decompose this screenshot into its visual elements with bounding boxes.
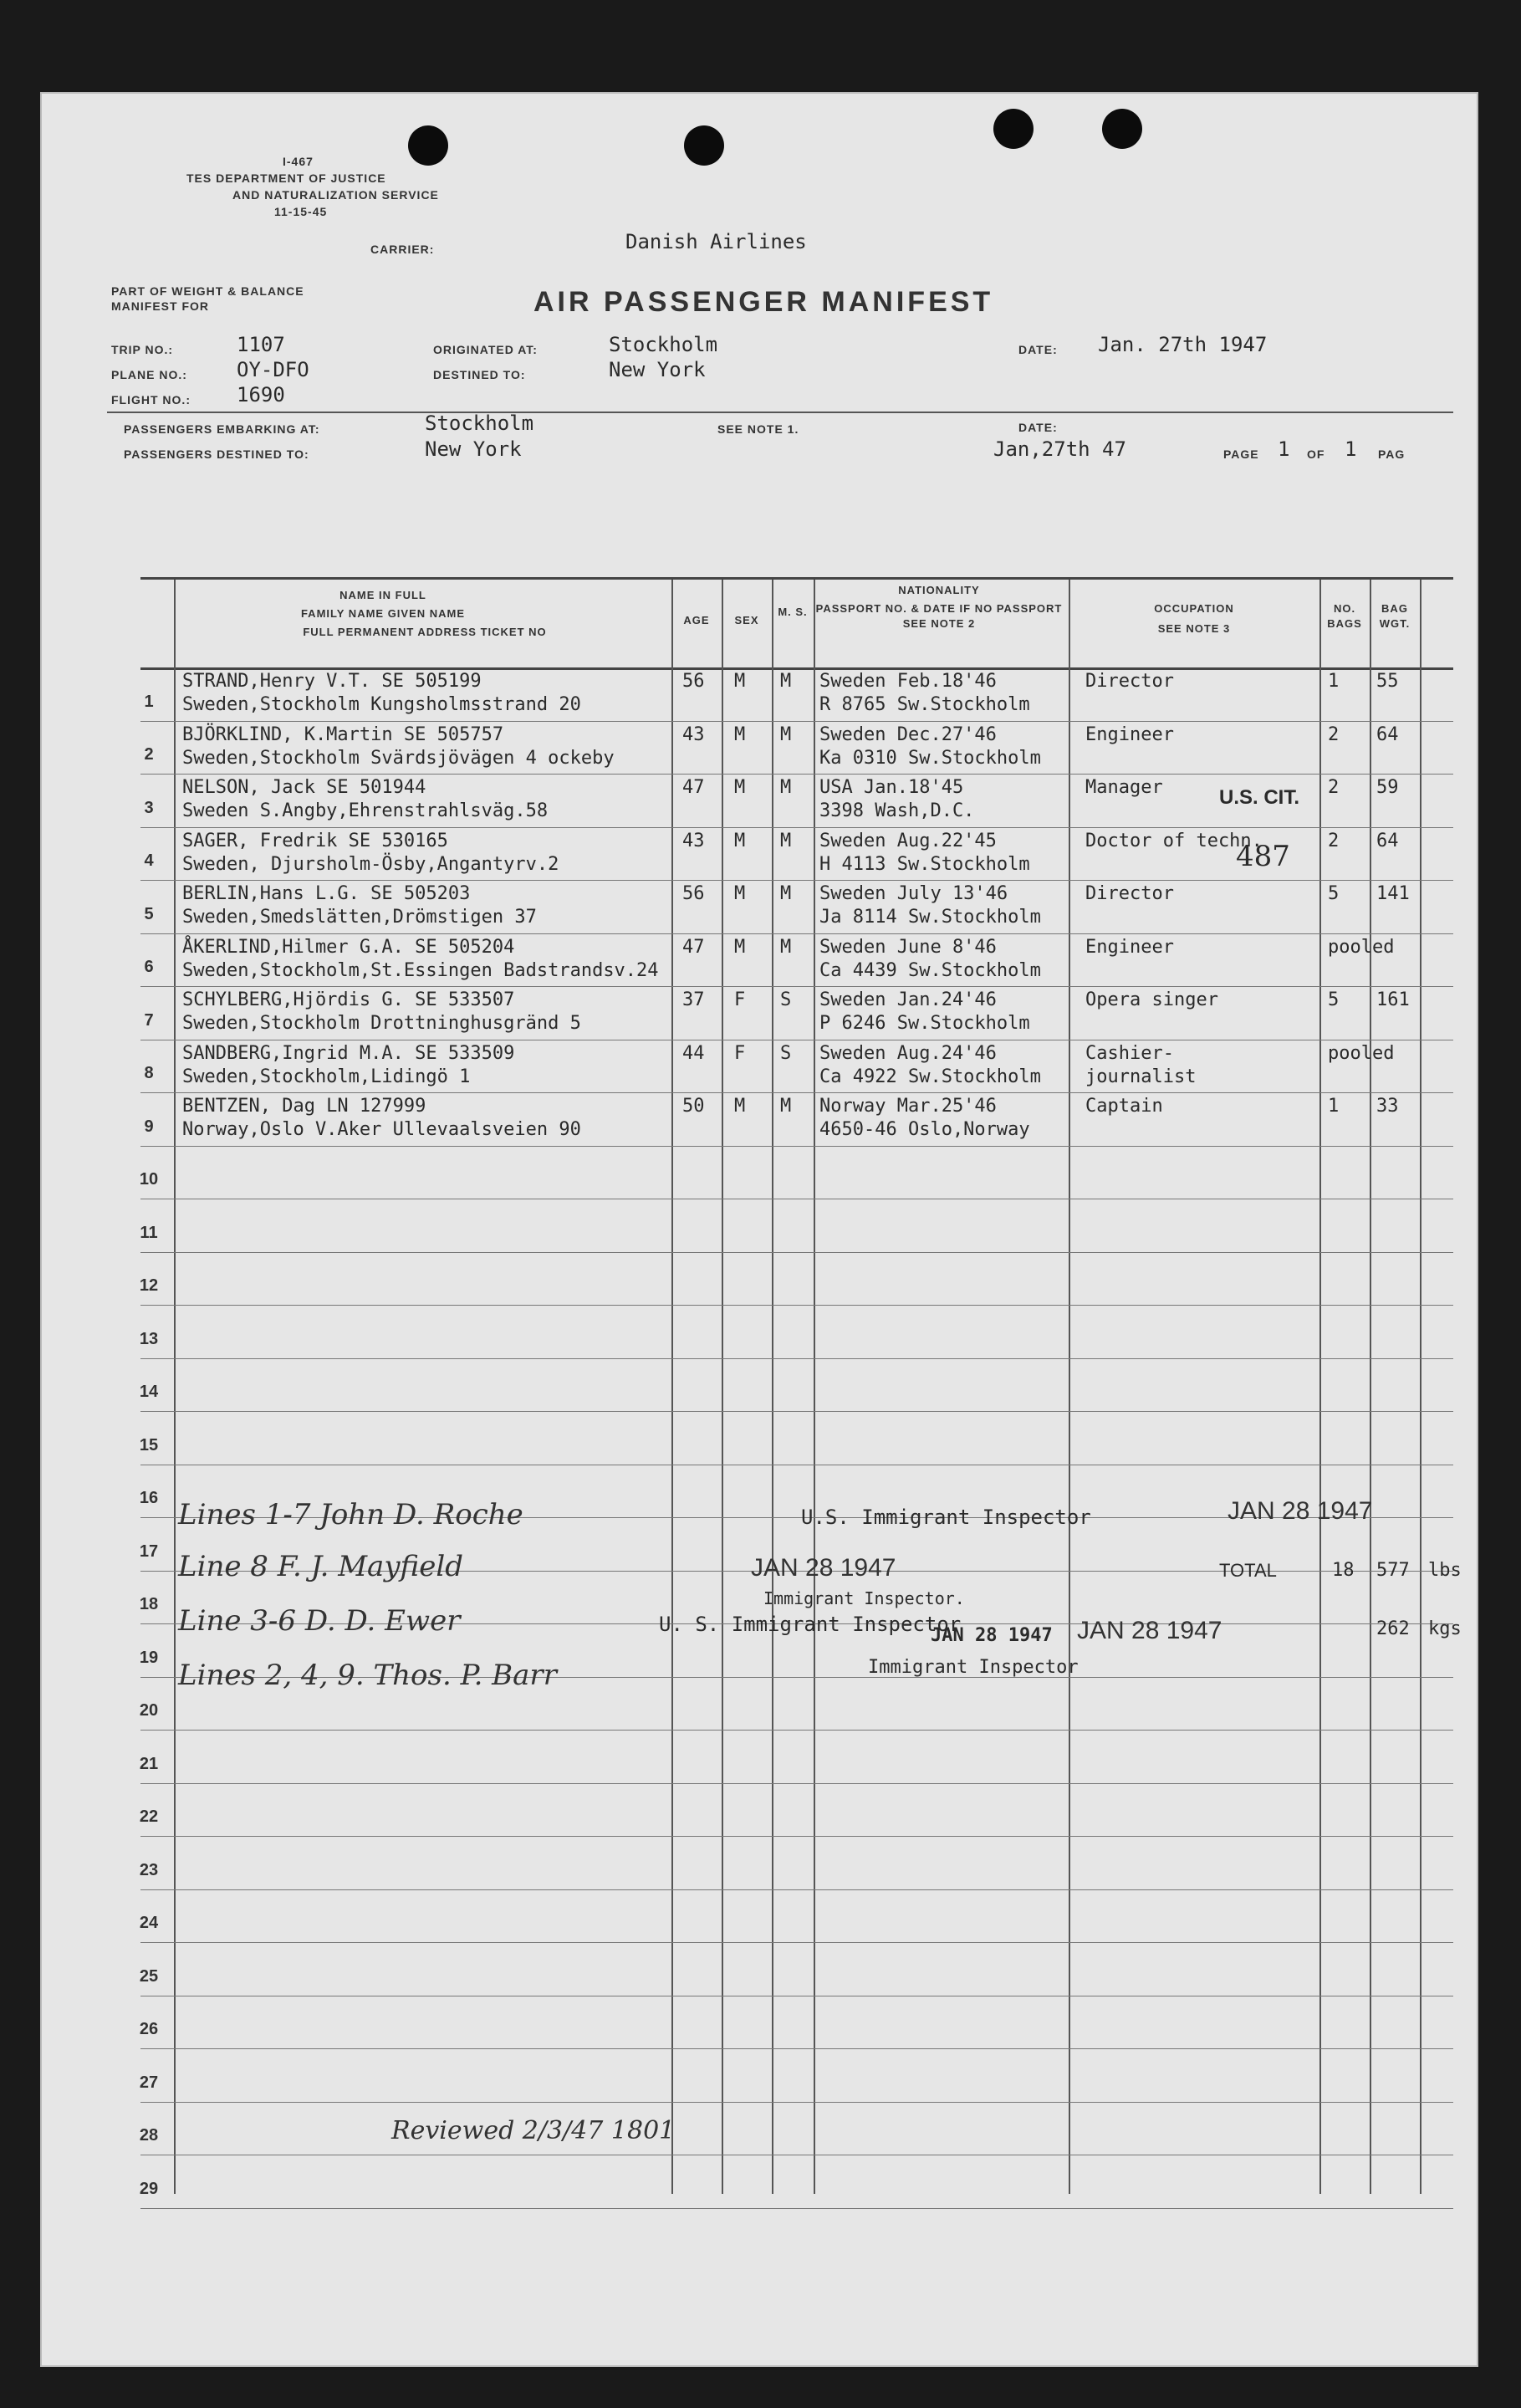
destined-value: New York xyxy=(609,358,706,381)
plane-value: OY-DFO xyxy=(237,358,309,381)
total-bags: 18 xyxy=(1332,1560,1355,1581)
cell-nat2: Ca 4922 Sw.Stockholm xyxy=(819,1066,1041,1087)
cell-line1: SCHYLBERG,Hjördis G. SE 533507 xyxy=(182,989,515,1010)
header-ms: M. S. xyxy=(778,606,808,618)
us-cit-stamp: U.S. CIT. xyxy=(1219,786,1300,809)
cell-age: 50 xyxy=(682,1096,705,1117)
service: AND NATURALIZATION SERVICE xyxy=(232,188,439,202)
plane-label: PLANE NO.: xyxy=(111,368,187,381)
cell-ms: M xyxy=(780,671,792,692)
cell-bags: 2 xyxy=(1328,830,1340,851)
signature-line12: Line 3-6 D. D. Ewer xyxy=(178,1604,461,1638)
header-occupation: OCCUPATION xyxy=(1154,602,1234,615)
department: TES DEPARTMENT OF JUSTICE xyxy=(186,171,386,185)
cell-bags: 1 xyxy=(1328,1096,1340,1117)
cell-nat1: Sweden Jan.24'46 xyxy=(819,989,997,1010)
header-occupation-note: SEE NOTE 3 xyxy=(1157,622,1231,635)
table-row xyxy=(140,1252,1453,1306)
cell-sex: M xyxy=(734,777,746,798)
cell-nat2: 3398 Wash,D.C. xyxy=(819,800,975,821)
cell-wgt: 64 xyxy=(1376,830,1399,851)
date2-label: DATE: xyxy=(1018,421,1058,434)
row-number: 25 xyxy=(139,1966,159,1986)
row-number: 29 xyxy=(139,2179,159,2198)
cell-age: 47 xyxy=(682,936,705,958)
table-row xyxy=(140,1305,1453,1359)
cell-sex: F xyxy=(734,989,746,1010)
cell-occ1: Cashier- xyxy=(1085,1042,1174,1064)
divider xyxy=(107,412,1453,413)
header-sex: SEX xyxy=(734,614,759,626)
cell-nat2: Ka 0310 Sw.Stockholm xyxy=(819,747,1041,769)
cell-nat1: USA Jan.18'45 xyxy=(819,777,964,798)
table-row xyxy=(140,1358,1453,1413)
inspector-stamp-13: Immigrant Inspector xyxy=(868,1657,1079,1678)
cell-age: 43 xyxy=(682,723,705,745)
cell-nat1: Sweden July 13'46 xyxy=(819,883,1008,904)
originated-value: Stockholm xyxy=(609,333,718,356)
cell-bags: 5 xyxy=(1328,989,1340,1010)
table-row xyxy=(140,986,1453,1040)
table-row xyxy=(140,2102,1453,2156)
header-name-2: FAMILY NAME GIVEN NAME xyxy=(300,607,466,620)
cell-line2: Sweden,Stockholm Drottninghusgränd 5 xyxy=(182,1013,581,1034)
table-row xyxy=(140,1783,1453,1838)
cell-sex: M xyxy=(734,883,746,904)
unit-lbs: lbs xyxy=(1428,1560,1462,1581)
header-nationality-top: NATIONALITY xyxy=(898,584,980,596)
table-row xyxy=(140,2048,1453,2103)
table-row xyxy=(140,721,1453,775)
cell-bags: pooled xyxy=(1328,936,1395,958)
total-kgs: 262 xyxy=(1376,1618,1410,1639)
table-row xyxy=(140,2155,1453,2209)
cell-occ1: Engineer xyxy=(1085,936,1174,958)
punch-hole xyxy=(1102,109,1142,149)
cell-line1: BJÖRKLIND, K.Martin SE 505757 xyxy=(182,723,504,745)
form-date-code: 11-15-45 xyxy=(274,205,328,218)
date-value: Jan. 27th 1947 xyxy=(1098,333,1268,356)
row-number: 13 xyxy=(139,1329,159,1348)
cell-nat2: H 4113 Sw.Stockholm xyxy=(819,853,1030,875)
cell-occ2: journalist xyxy=(1085,1066,1197,1087)
handwritten-487: 487 xyxy=(1236,840,1290,873)
cell-line1: ÅKERLIND,Hilmer G.A. SE 505204 xyxy=(182,936,515,958)
cell-age: 44 xyxy=(682,1042,705,1064)
trip-label: TRIP NO.: xyxy=(111,343,174,356)
table-row xyxy=(140,1199,1453,1253)
cell-ms: M xyxy=(780,1096,792,1117)
row-number: 10 xyxy=(139,1170,159,1189)
header-bag-wgt: BAG WGT. xyxy=(1379,602,1411,630)
row-number: 5 xyxy=(144,904,154,923)
punch-hole xyxy=(684,125,724,166)
carrier-label: CARRIER: xyxy=(370,243,435,256)
date-label: DATE: xyxy=(1018,343,1058,356)
of-label: OF xyxy=(1307,447,1325,461)
cell-sex: M xyxy=(734,723,746,745)
inspector-stamp-12: U. S. Immigrant Inspector xyxy=(659,1613,962,1636)
cell-age: 56 xyxy=(682,883,705,904)
cell-age: 47 xyxy=(682,777,705,798)
destined-pass-value: New York xyxy=(425,437,522,461)
embarking-label: PASSENGERS EMBARKING AT: xyxy=(124,422,320,436)
cell-bags: 1 xyxy=(1328,671,1340,692)
part-of-label: PART OF WEIGHT & BALANCE xyxy=(111,284,304,298)
cell-ms: M xyxy=(780,936,792,958)
signature-line11: Line 8 F. J. Mayfield xyxy=(178,1550,463,1583)
destined-pass-label: PASSENGERS DESTINED TO: xyxy=(124,447,309,461)
flight-value: 1690 xyxy=(237,383,285,406)
cell-wgt: 64 xyxy=(1376,723,1399,745)
cell-nat1: Sweden Dec.27'46 xyxy=(819,723,997,745)
cell-sex: M xyxy=(734,671,746,692)
cell-wgt: 59 xyxy=(1376,777,1399,798)
row-number: 14 xyxy=(139,1383,159,1402)
row-number: 8 xyxy=(144,1064,154,1083)
cell-line1: SAGER, Fredrik SE 530165 xyxy=(182,830,448,851)
row-number: 6 xyxy=(144,958,154,977)
header-name-3: FULL PERMANENT ADDRESS TICKET NO xyxy=(303,626,547,638)
cell-age: 56 xyxy=(682,671,705,692)
cell-sex: M xyxy=(734,936,746,958)
cell-ms: M xyxy=(780,830,792,851)
row-number: 27 xyxy=(139,2073,159,2092)
table-row xyxy=(140,1730,1453,1784)
passenger-table xyxy=(139,577,1462,2198)
see-note-label: SEE NOTE 1. xyxy=(717,422,799,436)
manifest-sheet xyxy=(40,92,1478,2367)
cell-line2: Sweden,Smedslätten,Drömstigen 37 xyxy=(182,907,537,928)
table-header xyxy=(140,580,1453,670)
header-name-1: NAME IN FULL xyxy=(339,589,426,601)
date-stamp-10: JAN 28 1947 xyxy=(1228,1497,1373,1525)
cell-occ1: Captain xyxy=(1085,1096,1163,1117)
cell-bags: 2 xyxy=(1328,777,1340,798)
signature-line13: Lines 2, 4, 9. Thos. P. Barr xyxy=(178,1659,557,1692)
table-row xyxy=(140,1942,1453,1996)
cell-bags: 2 xyxy=(1328,723,1340,745)
row-number: 21 xyxy=(139,1754,159,1773)
cell-age: 37 xyxy=(682,989,705,1010)
cell-line1: BERLIN,Hans L.G. SE 505203 xyxy=(182,883,471,904)
cell-ms: M xyxy=(780,883,792,904)
table-row xyxy=(140,933,1453,988)
cell-line1: SANDBERG,Ingrid M.A. SE 533509 xyxy=(182,1042,515,1064)
cell-wgt: 161 xyxy=(1376,989,1410,1010)
cell-nat1: Sweden Aug.22'45 xyxy=(819,830,997,851)
row-number: 7 xyxy=(144,1010,154,1030)
row-number: 28 xyxy=(139,2126,159,2145)
date-stamp-12a: JAN 28 1947 xyxy=(931,1625,1053,1646)
header-bags: NO. BAGS xyxy=(1327,602,1362,630)
row-number: 17 xyxy=(139,1541,159,1561)
table-row xyxy=(140,1040,1453,1094)
cell-wgt: 141 xyxy=(1376,883,1410,904)
table-row xyxy=(140,1836,1453,1890)
row-number: 16 xyxy=(139,1489,159,1508)
row-number: 26 xyxy=(139,2020,159,2039)
row-number: 15 xyxy=(139,1435,159,1455)
cell-age: 43 xyxy=(682,830,705,851)
cell-occ1: Director xyxy=(1085,671,1174,692)
punch-hole xyxy=(993,109,1034,149)
cell-line2: Sweden,Stockholm Kungsholmsstrand 20 xyxy=(182,694,581,715)
cell-sex: F xyxy=(734,1042,746,1064)
row-number: 2 xyxy=(144,745,154,764)
table-row xyxy=(140,1146,1453,1200)
cell-occ1: Engineer xyxy=(1085,723,1174,745)
cell-nat2: Ca 4439 Sw.Stockholm xyxy=(819,959,1041,981)
cell-line2: Sweden, Djursholm-Ösby,Angantyrv.2 xyxy=(182,853,559,875)
signature-line10: Lines 1-7 John D. Roche xyxy=(178,1498,523,1531)
originated-label: ORIGINATED AT: xyxy=(433,343,538,356)
manifest-for-label: MANIFEST FOR xyxy=(111,299,209,313)
table-row xyxy=(140,880,1453,934)
total-label: TOTAL xyxy=(1219,1560,1277,1581)
cell-wgt: 55 xyxy=(1376,671,1399,692)
cell-bags: 5 xyxy=(1328,883,1340,904)
form-number: I-467 xyxy=(283,155,314,168)
cell-occ1: Director xyxy=(1085,883,1174,904)
punch-hole xyxy=(408,125,448,166)
cell-line2: Sweden,Stockholm,St.Essingen Badstrandsv.24 xyxy=(182,959,659,981)
date-stamp-12b: JAN 28 1947 xyxy=(1077,1617,1222,1644)
row-number: 12 xyxy=(139,1276,159,1296)
row-number: 18 xyxy=(139,1595,159,1614)
inspector-stamp-10: U.S. Immigrant Inspector xyxy=(801,1506,1091,1529)
cell-wgt: 33 xyxy=(1376,1096,1399,1117)
cell-sex: M xyxy=(734,1096,746,1117)
date2-value: Jan,27th 47 xyxy=(993,437,1126,461)
cell-occ1: Opera singer xyxy=(1085,989,1218,1010)
row-number: 1 xyxy=(144,692,154,711)
cell-occ1: Manager xyxy=(1085,777,1163,798)
table-row xyxy=(140,1092,1453,1147)
cell-sex: M xyxy=(734,830,746,851)
table-row xyxy=(140,1411,1453,1465)
cell-ms: S xyxy=(780,1042,792,1064)
cell-nat2: P 6246 Sw.Stockholm xyxy=(819,1013,1030,1034)
unit-kgs: kgs xyxy=(1428,1618,1462,1639)
cell-line1: BENTZEN, Dag LN 127999 xyxy=(182,1096,426,1117)
cell-bags: pooled xyxy=(1328,1042,1395,1064)
cell-line1: NELSON, Jack SE 501944 xyxy=(182,777,426,798)
embarking-value: Stockholm xyxy=(425,412,534,435)
flight-label: FLIGHT NO.: xyxy=(111,393,191,406)
carrier-value: Danish Airlines xyxy=(625,230,807,253)
row-number: 22 xyxy=(139,1807,159,1827)
cell-nat2: 4650-46 Oslo,Norway xyxy=(819,1119,1030,1140)
total-wgt: 577 xyxy=(1376,1560,1410,1581)
table-row xyxy=(140,1889,1453,1944)
row-number: 3 xyxy=(144,798,154,817)
cell-nat1: Sweden Aug.24'46 xyxy=(819,1042,997,1064)
cell-line2: Sweden,Stockholm,Lidingö 1 xyxy=(182,1066,471,1087)
row-number: 19 xyxy=(139,1648,159,1667)
pag-label: PAG xyxy=(1378,447,1406,461)
row-number: 20 xyxy=(139,1701,159,1720)
cell-nat1: Norway Mar.25'46 xyxy=(819,1096,997,1117)
inspector-label-11: Immigrant Inspector. xyxy=(763,1588,965,1608)
cell-line2: Sweden S.Angby,Ehrenstrahlsväg.58 xyxy=(182,800,549,821)
cell-ms: M xyxy=(780,723,792,745)
row-number: 4 xyxy=(144,851,154,871)
trip-value: 1107 xyxy=(237,333,285,356)
cell-line1: STRAND,Henry V.T. SE 505199 xyxy=(182,671,482,692)
row-number: 11 xyxy=(140,1223,158,1242)
of-value: 1 xyxy=(1345,437,1357,461)
table-row xyxy=(140,1996,1453,2050)
date-stamp-11: JAN 28 1947 xyxy=(751,1554,896,1582)
cell-nat1: Sweden June 8'46 xyxy=(819,936,997,958)
cell-occ1: Doctor of techn. xyxy=(1085,830,1263,851)
cell-line2: Norway,Oslo V.Aker Ullevaalsveien 90 xyxy=(182,1119,581,1140)
cell-line2: Sweden,Stockholm Svärdsjövägen 4 ockeby xyxy=(182,747,615,769)
row-number: 24 xyxy=(139,1914,159,1933)
row-number: 23 xyxy=(139,1860,159,1879)
manifest-title: AIR PASSENGER MANIFEST xyxy=(533,286,994,318)
cell-nat2: R 8765 Sw.Stockholm xyxy=(819,694,1030,715)
destined-label: DESTINED TO: xyxy=(433,368,526,381)
table-row xyxy=(140,667,1453,722)
row-number: 9 xyxy=(144,1117,154,1136)
cell-ms: S xyxy=(780,989,792,1010)
footer-handwriting: Reviewed 2/3/47 1801 xyxy=(391,2116,676,2145)
cell-nat1: Sweden Feb.18'46 xyxy=(819,671,997,692)
cell-ms: M xyxy=(780,777,792,798)
header-age: AGE xyxy=(683,614,710,626)
cell-nat2: Ja 8114 Sw.Stockholm xyxy=(819,907,1041,928)
header-nationality: PASSPORT NO. & DATE IF NO PASSPORT SEE NOTE 2 xyxy=(815,602,1063,630)
page-value: 1 xyxy=(1278,437,1290,461)
page-label: PAGE xyxy=(1223,447,1259,461)
